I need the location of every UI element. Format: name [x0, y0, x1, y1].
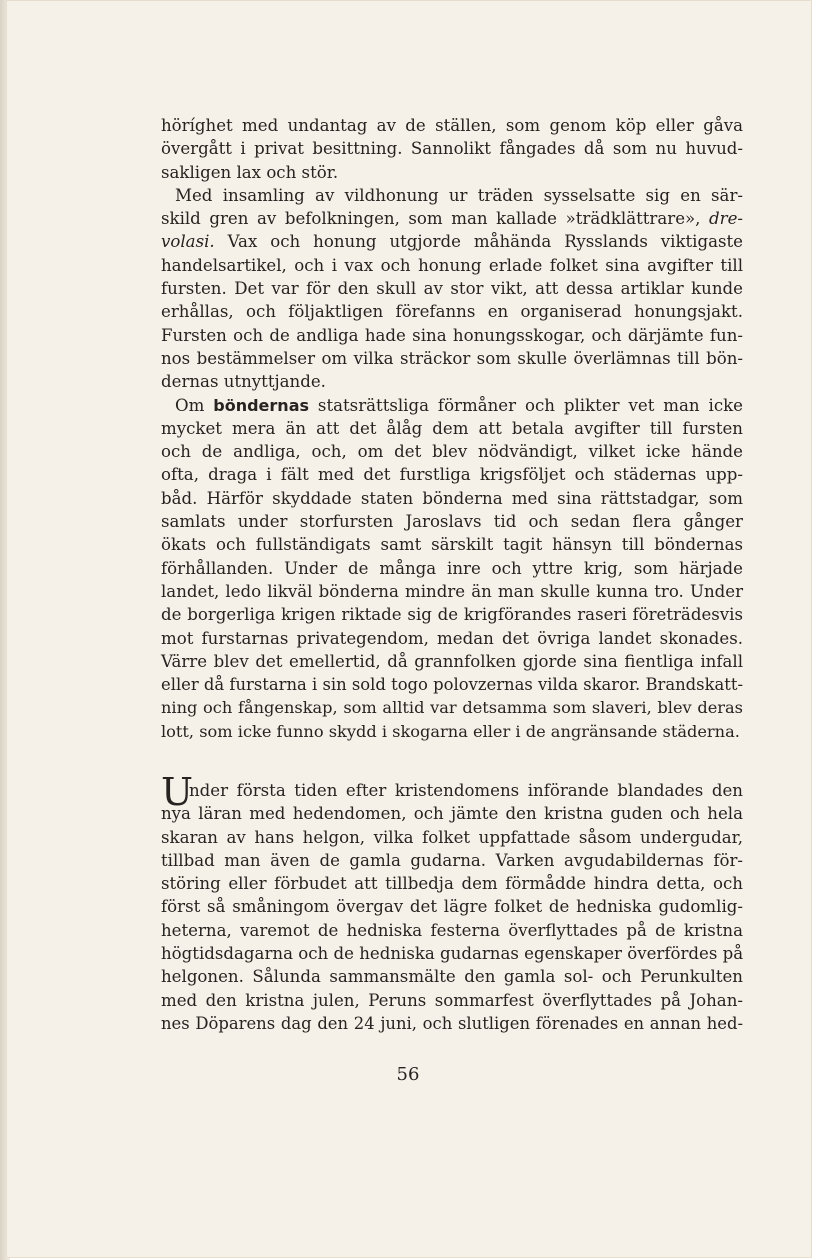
text-line: heterna, varemot de hedniska festerna överflyttades på de kristna — [161, 920, 743, 940]
bold-term: böndernas — [213, 395, 310, 415]
text-line: först så småningom övergav det lägre folket de hedniska gudomlig- — [161, 897, 743, 917]
text-line: nya läran med hedendomen, och jämte den kristna guden och hela — [161, 804, 743, 824]
text-line: handelsartikel, och i vax och honung erlade folket sina avgifter till — [161, 255, 743, 275]
text-line: erhållas, och följaktligen förefanns en organiserad honungsjakt. — [161, 302, 743, 322]
text-fragment: Med insamling av vildhonung ur träden sysselsatte sig en sär- — [175, 185, 743, 205]
text-line: Fursten och de andliga hade sina honungsskogar, och därjämte fun- — [161, 325, 743, 345]
text-line — [161, 230, 743, 253]
text-line: ning och fångenskap, som alltid var detsamma som slaveri, blev deras — [161, 698, 743, 718]
text-line: övergått i privat besittning. Sannolikt fångades då som nu huvud- — [161, 139, 743, 159]
page-number: 56 — [396, 1064, 420, 1085]
text-line: eller då furstarna i sin sold togo polovzernas vilda skaror. Brandskatt- — [161, 675, 743, 695]
text-section-1 — [161, 114, 743, 743]
text-line: båd. Härför skyddade staten bönderna med sina rättstadgar, som — [161, 488, 743, 508]
drop-cap: U — [161, 770, 194, 814]
text-line: dernas utnyttjande. — [161, 372, 326, 392]
text-line — [161, 184, 743, 207]
text-line: ökats och fullständigats samt särskilt tagit hänsyn till böndernas — [161, 535, 743, 555]
text-line: nes Döparens dag den 24 juni, och slutligen förenades en annan hed- — [161, 1013, 743, 1033]
text-line: och de andliga, och, om det blev nödvändigt, vilket icke hände — [161, 442, 743, 462]
text-line: de borgerliga krigen riktade sig de krigförandes raseri företrädesvis — [161, 605, 743, 625]
text-fragment: statsrättsliga förmåner och plikter vet man icke — [309, 395, 743, 415]
text-line: med den kristna julen, Peruns sommarfest överflyttades på Johan- — [161, 990, 743, 1010]
text-fragment: Vax och honung utgjorde måhända Rysslands viktigaste — [214, 232, 743, 252]
text-line: mycket mera än att det ålåg dem att betala avgifter till fursten — [161, 418, 743, 438]
text-line: störing eller förbudet att tillbedja dem förmådde hindra detta, och — [161, 874, 743, 894]
text-line: högtidsdagarna och de hedniska gudarnas egenskaper överfördes på — [161, 944, 744, 964]
text-line: helgonen. Sålunda sammansmälte den gamla sol- och Perunkulten — [161, 967, 743, 987]
text-line: Värre blev det emellertid, då grannfolken gjorde sina fientliga infall — [161, 651, 743, 671]
text-line: landet, ledo likväl bönderna mindre än man skulle kunna tro. Under — [161, 581, 743, 601]
italic-term: dre- — [709, 209, 743, 229]
text-section-2 — [161, 770, 744, 1035]
text-fragment: skild gren av befolkningen, som man kallade »trädklättrare», — [161, 209, 701, 229]
text-fragment: Om — [175, 395, 214, 415]
text-line — [161, 394, 743, 417]
text-line: mot furstarnas privategendom, medan det övriga landet skonades. — [161, 628, 743, 648]
text-line: nos bestämmelser om vilka sträckor som skulle överlämnas till bön- — [161, 348, 743, 368]
text-line: förhållanden. Under de många inre och yttre krig, som härjade — [161, 558, 743, 578]
text-line — [161, 207, 743, 230]
text-line: ofta, draga i fält med det furstliga krigsföljet och städernas upp- — [161, 465, 743, 485]
text-line: skaran av hans helgon, vilka folket uppfattade såsom undergudar, — [161, 827, 743, 847]
text-line: höríghet med undantag av de ställen, som genom köp eller gåva — [161, 116, 743, 135]
text-line: nder första tiden efter kristendomens införande blandades den — [189, 781, 743, 800]
text-line: sakligen lax och stör. — [161, 162, 339, 182]
text-line: tillbad man även de gamla gudarna. Varken avgudabildernas för- — [161, 850, 743, 870]
text-line: fursten. Det var för den skull av stor vikt, att dessa artiklar kunde — [161, 279, 743, 299]
italic-term: volasi. — [161, 232, 215, 252]
text-line: lott, som icke funno skydd i skogarna eller i de angränsande städerna. — [161, 721, 740, 741]
text-line: samlats under storfursten Jaroslavs tid och sedan flera gånger — [161, 512, 743, 532]
